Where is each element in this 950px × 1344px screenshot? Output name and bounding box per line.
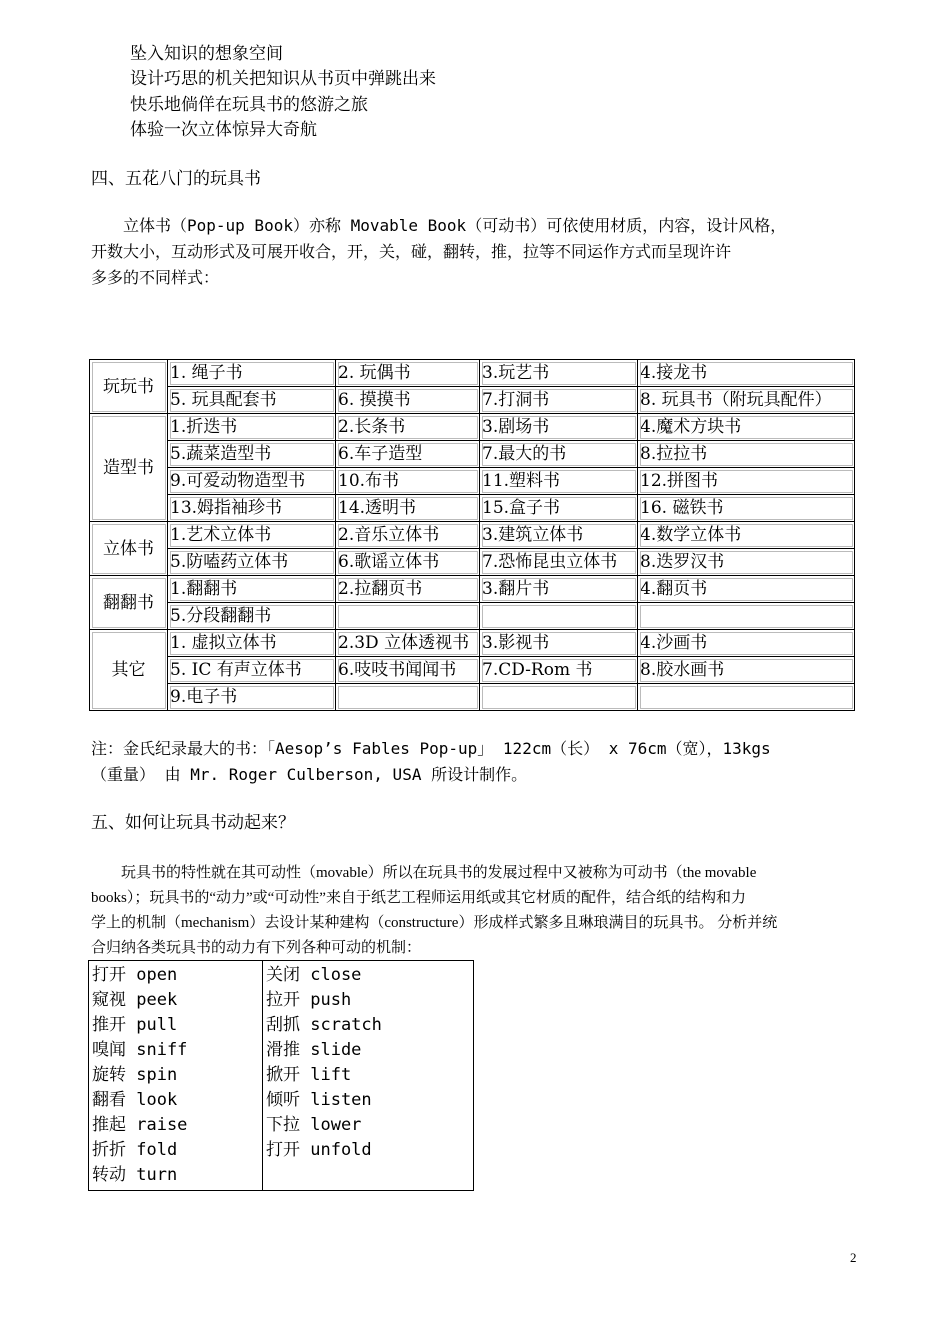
- table-cell: [638, 684, 855, 711]
- table-cell: 10.布书: [336, 468, 480, 495]
- table-cell: 4.魔术方块书: [638, 414, 855, 441]
- table-cell: 4.接龙书: [638, 360, 855, 387]
- table-cell: 4.沙画书: [638, 630, 855, 657]
- table-cell: 3.剧场书: [480, 414, 638, 441]
- table-cell: 5. 玩具配套书: [168, 387, 336, 414]
- intro-line: 开数大小，互动形式及可展开收合，开，关，碰，翻转，推，拉等不同运作方式而呈现许许: [91, 242, 732, 261]
- category-cell: 玩玩书: [90, 360, 168, 414]
- body-line: books）；玩具书的“动力”或“可动性”来自于纸艺工程师运用纸或其它材质的配件，结合纸的结构和力: [91, 890, 746, 906]
- table-cell: [480, 684, 638, 711]
- table-cell: 9.电子书: [168, 684, 336, 711]
- verb-item: 下拉 lower: [266, 1115, 362, 1135]
- table-cell: 1. 绳子书: [168, 360, 336, 387]
- note-line: （重量） 由 Mr. Roger Culberson, USA 所设计制作。: [91, 765, 528, 784]
- table-cell: [480, 603, 638, 630]
- table-row: [90, 441, 855, 468]
- verb-item: 滑推 slide: [266, 1040, 362, 1060]
- verbs-right-column: [263, 961, 474, 1191]
- table-cell: 2.3D 立体透视书: [336, 630, 480, 657]
- table-cell: 1.艺术立体书: [168, 522, 336, 549]
- table-cell: 7.CD-Rom 书: [480, 657, 638, 684]
- verb-item: 关闭 close: [266, 965, 362, 985]
- verb-item: 倾听 listen: [266, 1090, 372, 1110]
- category-cell: 翻翻书: [90, 576, 168, 630]
- table-cell: 6.车子造型: [336, 441, 480, 468]
- table-row: [90, 630, 855, 657]
- table-cell: 4.数学立体书: [638, 522, 855, 549]
- table-row: [90, 522, 855, 549]
- verb-item: 掀开 lift: [266, 1065, 352, 1085]
- body-line: 玩具书的特性就在其可动性（movable）所以在玩具书的发展过程中又被称为可动书（the movable: [91, 865, 757, 881]
- table-cell: 1.折迭书: [168, 414, 336, 441]
- category-cell: 造型书: [90, 414, 168, 522]
- verb-item: 推起 raise: [92, 1115, 188, 1135]
- page-number: 2: [850, 1250, 857, 1265]
- table-cell: 4.翻页书: [638, 576, 855, 603]
- category-cell: 立体书: [90, 522, 168, 576]
- table-cell: [638, 603, 855, 630]
- table-cell: 3.影视书: [480, 630, 638, 657]
- verb-item: 拉开 push: [266, 990, 352, 1010]
- table-cell: 13.姆指袖珍书: [168, 495, 336, 522]
- poem-line: 体验一次立体惊异大奇航: [130, 120, 317, 140]
- verb-item: 窥视 peek: [92, 990, 178, 1010]
- verb-item: 旋转 spin: [92, 1065, 178, 1085]
- table-cell: [336, 684, 480, 711]
- table-cell: 7.恐怖昆虫立体书: [480, 549, 638, 576]
- verb-item: 折折 fold: [92, 1140, 178, 1160]
- table-cell: 6.吱吱书闻闻书: [336, 657, 480, 684]
- table-row: [90, 657, 855, 684]
- body-line: 学上的机制（mechanism）去设计某种建构（constructure）形成样式繁多且琳琅满目的玩具书。 分析并统: [91, 915, 778, 931]
- intro-line: 多多的不同样式：: [91, 268, 220, 287]
- table-cell: 12.拼图书: [638, 468, 855, 495]
- table-row: [90, 468, 855, 495]
- table-cell: 5.分段翻翻书: [168, 603, 336, 630]
- body-line: 合归纳各类玩具书的动力有下列各种可动的机制：: [91, 940, 422, 956]
- section4-heading: 四、五花八门的玩具书: [91, 169, 261, 189]
- section5-heading: 五、如何让玩具书动起来？: [91, 813, 295, 833]
- poem-line: 快乐地倘佯在玩具书的悠游之旅: [130, 95, 368, 115]
- table-cell: 15.盒子书: [480, 495, 638, 522]
- verb-item: 推开 pull: [92, 1015, 178, 1035]
- intro-line: 立体书（Pop-up Book）亦称 Movable Book（可动书）可依使用材质，内容，设计风格，: [91, 216, 787, 235]
- table-row: [90, 603, 855, 630]
- table-row: [90, 387, 855, 414]
- table-cell: 2.拉翻页书: [336, 576, 480, 603]
- poem-line: 设计巧思的机关把知识从书页中弹跳出来: [130, 69, 436, 89]
- table-cell: 1. 虚拟立体书: [168, 630, 336, 657]
- table-cell: 6. 摸摸书: [336, 387, 480, 414]
- book-types-table: [89, 359, 855, 711]
- table-cell: 1.翻翻书: [168, 576, 336, 603]
- table-cell: 7.最大的书: [480, 441, 638, 468]
- table-cell: 7.打洞书: [480, 387, 638, 414]
- verb-item: 转动 turn: [92, 1165, 178, 1185]
- table-row: [90, 360, 855, 387]
- table-cell: 5. IC 有声立体书: [168, 657, 336, 684]
- table-cell: 9.可爱动物造型书: [168, 468, 336, 495]
- verb-item: 嗅闻 sniff: [92, 1040, 188, 1060]
- table-row: [90, 684, 855, 711]
- table-row: [90, 576, 855, 603]
- table-cell: 8. 玩具书（附玩具配件）: [638, 387, 855, 414]
- table-cell: 2. 玩偶书: [336, 360, 480, 387]
- table-cell: [336, 603, 480, 630]
- table-cell: 5.防嗑药立体书: [168, 549, 336, 576]
- table-row: [90, 414, 855, 441]
- table-cell: 8.胶水画书: [638, 657, 855, 684]
- verb-item: 打开 open: [92, 965, 178, 985]
- verb-item: 打开 unfold: [266, 1140, 372, 1160]
- table-cell: 11.塑料书: [480, 468, 638, 495]
- table-cell: 2.音乐立体书: [336, 522, 480, 549]
- table-row: [89, 961, 474, 1191]
- table-row: [90, 549, 855, 576]
- note-line: 注：金氏纪录最大的书：「Aesop’s Fables Pop-up」 122cm（长） x 76cm（宽），13kgs: [91, 739, 771, 758]
- table-cell: 3.翻片书: [480, 576, 638, 603]
- table-cell: 3.玩艺书: [480, 360, 638, 387]
- poem-line: 坠入知识的想象空间: [130, 44, 283, 64]
- table-cell: 8.拉拉书: [638, 441, 855, 468]
- category-cell: 其它: [90, 630, 168, 711]
- verbs-left-column: [89, 961, 263, 1191]
- verb-item: 刮抓 scratch: [266, 1015, 382, 1035]
- table-cell: 3.建筑立体书: [480, 522, 638, 549]
- table-cell: 16. 磁铁书: [638, 495, 855, 522]
- mechanism-verbs-table: [88, 960, 474, 1191]
- table-cell: 6.歌谣立体书: [336, 549, 480, 576]
- table-cell: 14.透明书: [336, 495, 480, 522]
- table-cell: 2.长条书: [336, 414, 480, 441]
- table-cell: 5.蔬菜造型书: [168, 441, 336, 468]
- table-row: [90, 495, 855, 522]
- verb-item: 翻看 look: [92, 1090, 178, 1110]
- table-cell: 8.迭罗汉书: [638, 549, 855, 576]
